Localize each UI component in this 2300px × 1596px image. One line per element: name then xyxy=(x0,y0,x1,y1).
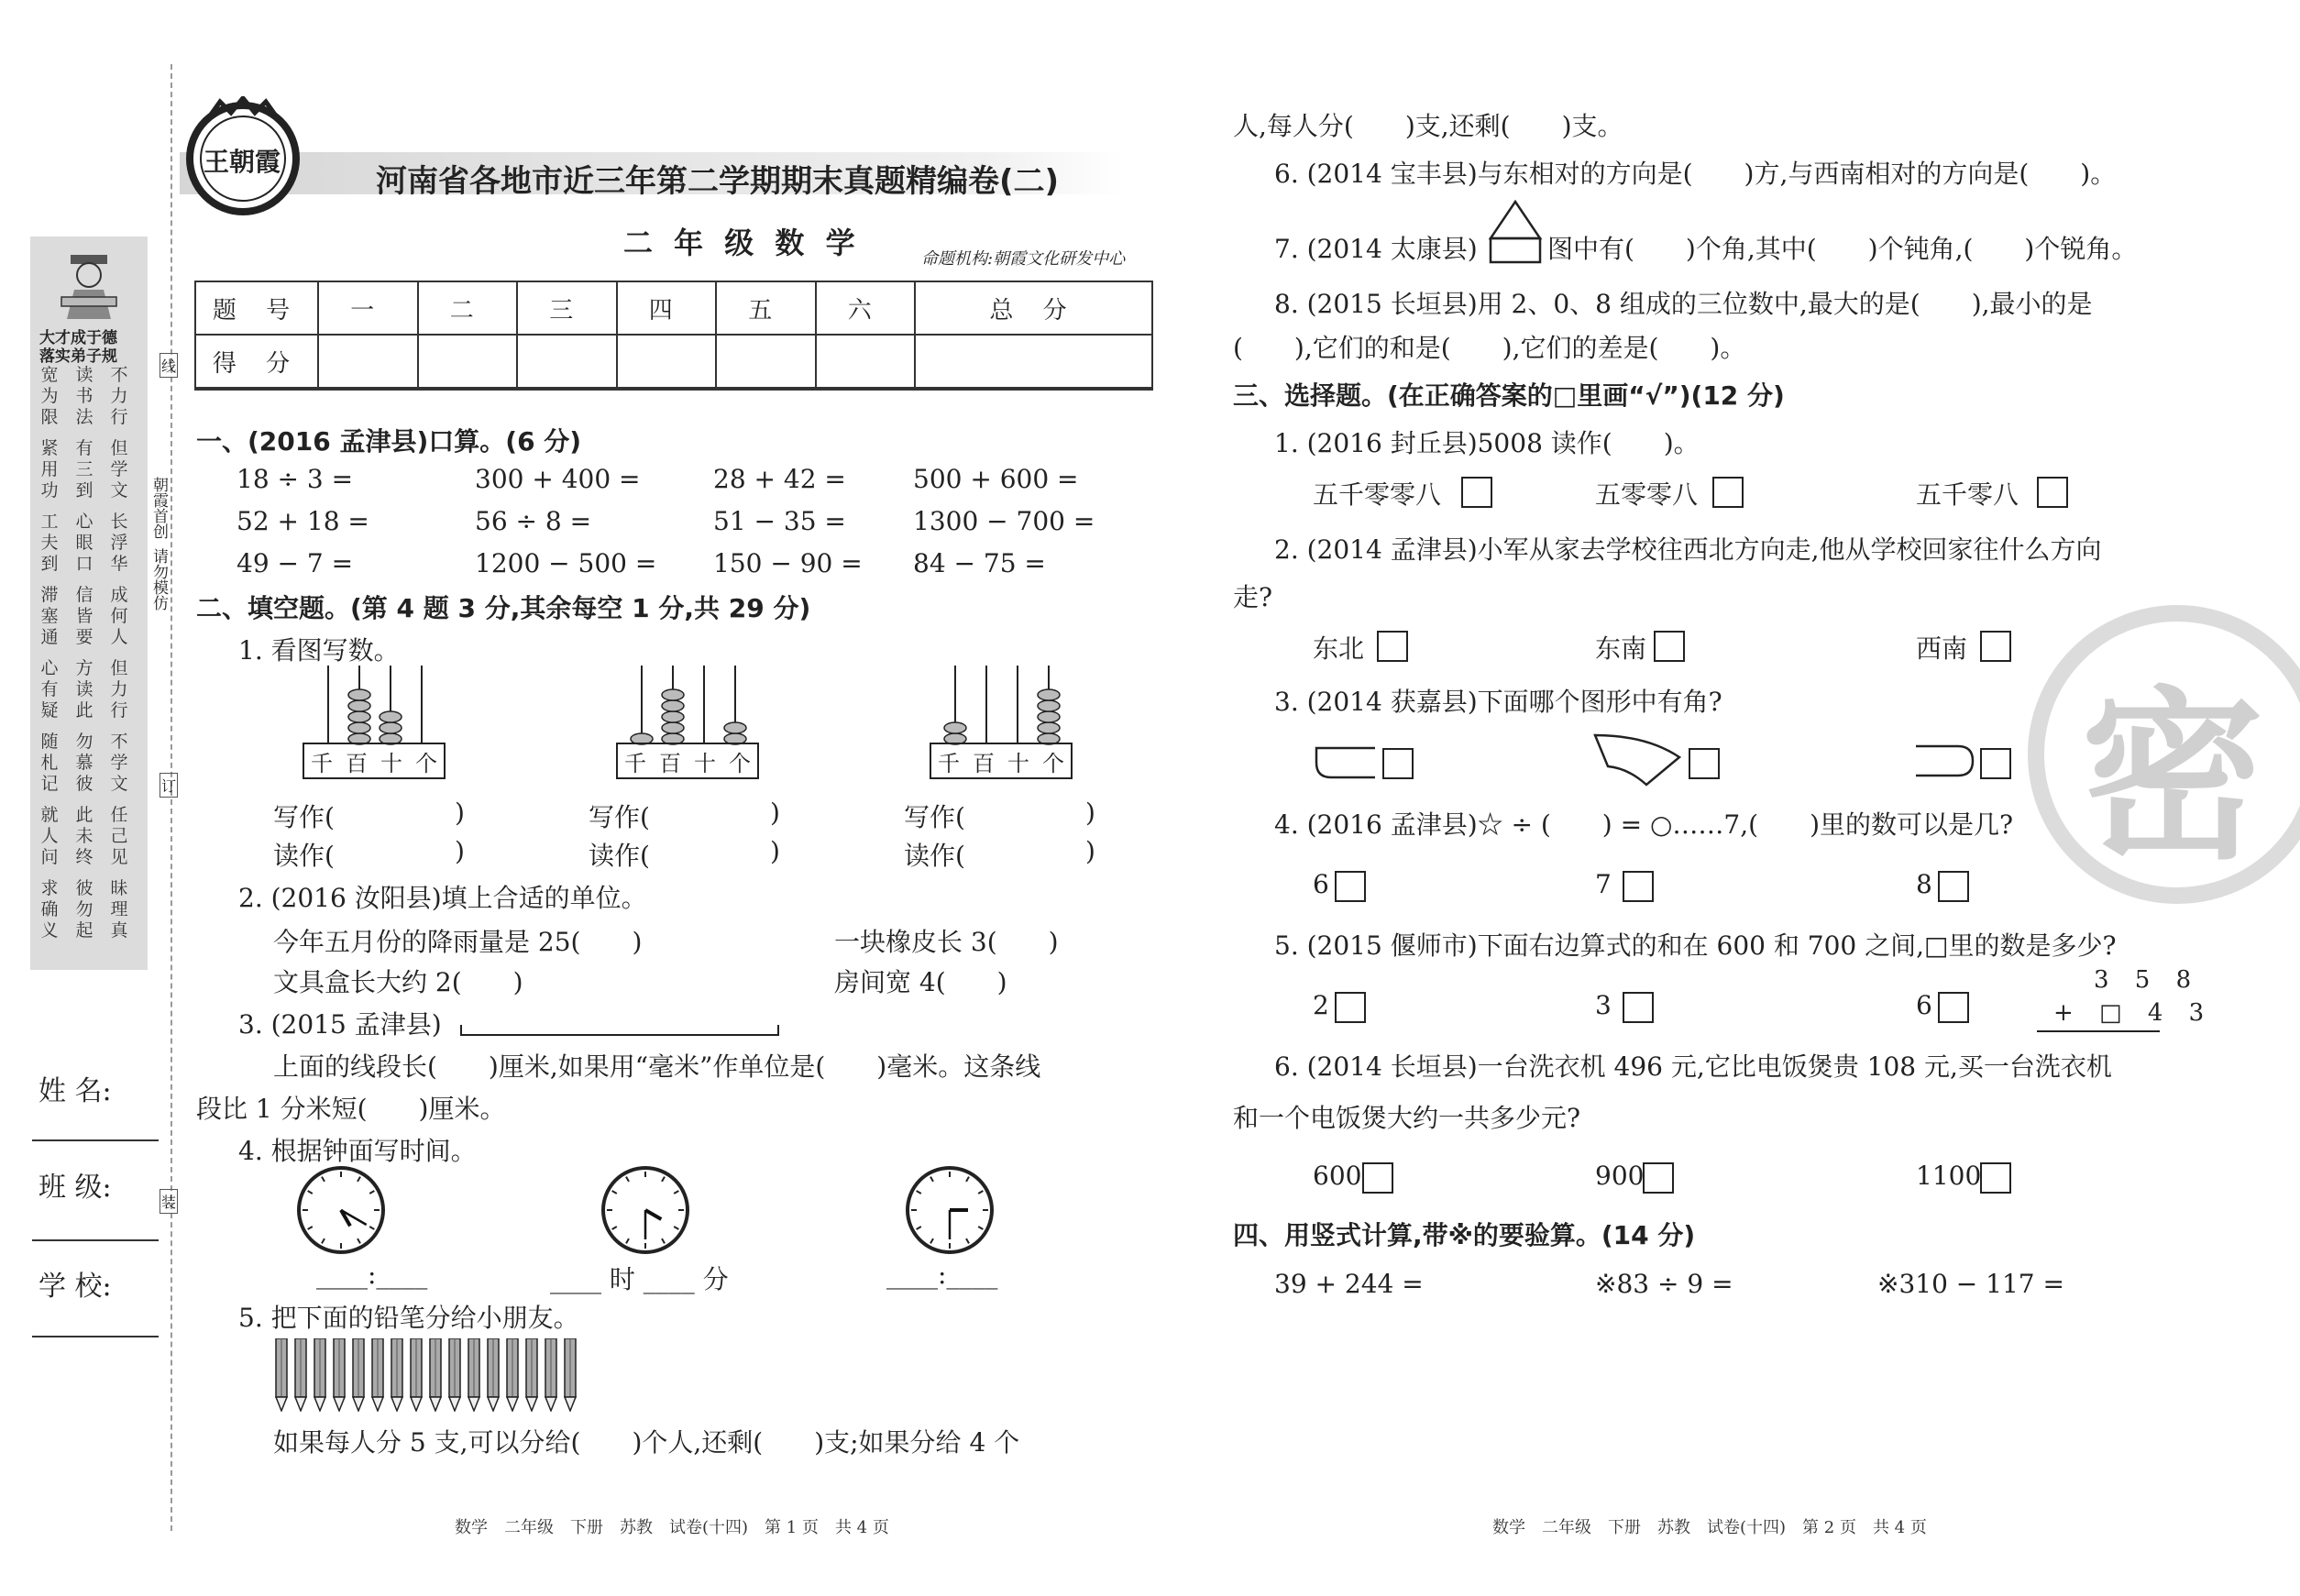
seal-text: 密 xyxy=(2081,669,2265,885)
motto-column: 就人问 xyxy=(40,805,59,867)
class-field[interactable] xyxy=(32,1239,159,1241)
motto-column: 信皆要 xyxy=(75,585,94,647)
c5-calc-bottom: + □ 4 3 xyxy=(2053,999,2214,1027)
q3-line2: 段比 1 分米短( )厘米。 xyxy=(196,1094,506,1124)
abacus-bead xyxy=(944,722,966,733)
pencil-group xyxy=(275,1338,587,1430)
calc-3: ※310 − 117 = xyxy=(1877,1269,2064,1299)
score-row-label: 得 分 xyxy=(195,335,318,388)
score-table xyxy=(194,281,1153,389)
c1-option-label: 五零零八 xyxy=(1595,479,1699,510)
oral-calc-item: 56 ÷ 8 = xyxy=(475,506,592,536)
c2-text-a: 2. (2014 孟津县)小军从家去学校往西北方向走,他从学校回家往什么方向 xyxy=(1274,534,2102,565)
score-cell[interactable] xyxy=(318,335,418,388)
abacus-place-label: 百 xyxy=(659,750,681,776)
c5-calc-top: 3 5 8 xyxy=(2094,966,2201,994)
c1-text: 1. (2016 封丘县)5008 读作( )。 xyxy=(1274,428,1700,458)
name-field[interactable] xyxy=(32,1139,159,1141)
abacus-bead xyxy=(1038,722,1060,733)
score-cell[interactable] xyxy=(816,335,916,388)
c5-calc-rule xyxy=(2037,1030,2160,1032)
score-header-cell: 三 xyxy=(517,281,617,335)
oral-calc-item: 500 + 600 = xyxy=(913,464,1079,494)
option-checkbox[interactable] xyxy=(1362,1162,1393,1194)
motto-column: 紧用功 xyxy=(40,438,59,501)
c1-option-label: 五千零零八 xyxy=(1313,479,1442,510)
main-title: 河南省各地市近三年第二学期期末真题精编卷(二) xyxy=(376,163,1060,200)
pencil-icon xyxy=(314,1338,326,1412)
pencil-icon xyxy=(468,1338,480,1412)
c5-option-label: 2 xyxy=(1313,990,1329,1020)
q5-continuation: 人,每人分( )支,还剩( )支。 xyxy=(1233,111,1623,141)
oral-calc-item: 300 + 400 = xyxy=(475,464,641,494)
c4-option-label: 6 xyxy=(1313,869,1329,899)
abacus xyxy=(930,662,1073,781)
abacus-place-label: 十 xyxy=(380,750,402,776)
binding-mark-2: 订 xyxy=(160,773,178,798)
section2-title: 二、填空题。(第 4 题 3 分,其余每空 1 分,共 29 分) xyxy=(196,593,811,623)
score-header-cell: 六 xyxy=(816,281,916,335)
abacus-place-label: 个 xyxy=(415,750,437,776)
footer-right: 数学 二年级 下册 苏教 试卷(十四) 第 2 页 共 4 页 xyxy=(1492,1518,1927,1537)
abacus-place-label: 十 xyxy=(1007,750,1029,776)
pencil-shape xyxy=(314,1338,326,1412)
abacus-bead xyxy=(348,722,370,733)
sidebar-panel xyxy=(30,237,148,970)
write-label: 写作( xyxy=(273,802,335,832)
q3-line1: 上面的线段长( )厘米,如果用“毫米”作单位是( )毫米。这条线 xyxy=(273,1051,1041,1082)
school-label: 学 校: xyxy=(39,1271,112,1303)
pencil-shape xyxy=(294,1338,307,1412)
write-paren-close: ) xyxy=(455,798,465,828)
c5-option-label: 6 xyxy=(1916,990,1932,1020)
vertical-note-1: 朝霞首创 xyxy=(149,477,168,539)
abacus-bead xyxy=(662,722,684,733)
pencil-icon xyxy=(448,1338,461,1412)
c1-option-label: 五千零八 xyxy=(1916,479,2019,510)
abacus-place-label: 千 xyxy=(624,750,646,776)
q7-text-b: 图中有( )个角,其中( )个钝角,( )个锐角。 xyxy=(1547,234,2138,264)
pencil-icon xyxy=(333,1338,346,1412)
pencil-icon xyxy=(275,1338,288,1412)
pencil-shape xyxy=(371,1338,384,1412)
pencil-icon xyxy=(294,1338,307,1412)
score-header-cell: 一 xyxy=(318,281,418,335)
score-cell[interactable] xyxy=(915,335,1152,388)
option-checkbox[interactable] xyxy=(1938,992,1969,1023)
motto-column: 有三到 xyxy=(75,438,94,501)
q2-item-1: 今年五月份的降雨量是 25( ) xyxy=(273,927,643,957)
q1-text: 1. 看图写数。 xyxy=(238,635,400,666)
motto-column: 此未终 xyxy=(75,805,94,867)
q2-item-4: 房间宽 4( ) xyxy=(834,967,1007,997)
class-label: 班 级: xyxy=(39,1172,112,1204)
c6-option-label: 600 xyxy=(1313,1161,1362,1191)
abacus-place-label: 百 xyxy=(346,750,368,776)
clock-face xyxy=(600,1164,691,1256)
section4-title: 四、用竖式计算,带※的要验算。(14 分) xyxy=(1233,1220,1696,1250)
abacus-rods xyxy=(930,662,1073,748)
read-label: 读作( xyxy=(589,841,650,871)
oral-calc-item: 1200 − 500 = xyxy=(475,548,657,578)
score-row xyxy=(195,335,1152,388)
pencil-shape xyxy=(352,1338,365,1412)
margin-dashed-line xyxy=(171,64,172,1531)
pencil-icon xyxy=(506,1338,519,1412)
score-cell[interactable] xyxy=(418,335,518,388)
abacus-bead xyxy=(1038,700,1060,711)
c6-text-b: 和一个电饭煲大约一共多少元? xyxy=(1233,1103,1581,1133)
oral-calc-item: 49 − 7 = xyxy=(237,548,354,578)
c2-text-b: 走? xyxy=(1233,582,1273,612)
oral-calc-item: 18 ÷ 3 = xyxy=(237,464,354,494)
q5-text: 5. 把下面的铅笔分给小朋友。 xyxy=(238,1303,579,1333)
c2-option-label: 西南 xyxy=(1916,633,1968,664)
pencil-shape xyxy=(468,1338,480,1412)
abacus-bead xyxy=(724,722,746,733)
pencil-shape xyxy=(391,1338,403,1412)
abacus-bead xyxy=(662,689,684,700)
house-shape-icon xyxy=(1487,198,1544,266)
section3-title: 三、选择题。(在正确答案的□里画“√”)(12 分) xyxy=(1233,380,1785,411)
pencil-shape xyxy=(333,1338,346,1412)
shape-option-3 xyxy=(1912,743,1976,783)
motto-column: 不学文 xyxy=(110,732,128,794)
pencil-icon xyxy=(487,1338,500,1412)
section1-title: 一、(2016 孟津县)口算。(6 分) xyxy=(196,426,582,457)
oral-calc-item: 51 − 35 = xyxy=(713,506,846,536)
abacus-bead xyxy=(380,722,402,733)
pencil-shape xyxy=(525,1338,538,1412)
pencil-shape xyxy=(275,1338,288,1412)
write-label: 写作( xyxy=(589,802,650,832)
score-cell[interactable] xyxy=(716,335,816,388)
abacus-rods xyxy=(616,662,759,748)
abacus-base xyxy=(303,743,446,779)
c6-text-a: 6. (2014 长垣县)一台洗衣机 496 元,它比电饭煲贵 108 元,买一台洗衣机 xyxy=(1274,1051,2112,1082)
option-checkbox[interactable] xyxy=(1712,477,1744,508)
score-header-cell: 二 xyxy=(418,281,518,335)
motto-column: 不力行 xyxy=(110,365,128,427)
pencil-shape xyxy=(429,1338,442,1412)
shape-option-2 xyxy=(1591,732,1683,790)
score-header-row xyxy=(195,281,1152,335)
read-label: 读作( xyxy=(904,841,965,871)
pencil-icon xyxy=(545,1338,557,1412)
shape-option-3-checkbox[interactable] xyxy=(1980,748,2011,779)
motto-column: 心眼口 xyxy=(75,512,94,574)
q2-item-3: 文具盒长大约 2( ) xyxy=(273,967,523,997)
read-paren-close: ) xyxy=(1085,836,1095,866)
abacus-place-label: 千 xyxy=(938,750,960,776)
subtitle: 二 年 级 数 学 xyxy=(623,226,861,260)
option-checkbox[interactable] xyxy=(1461,477,1492,508)
c3-text: 3. (2014 获嘉县)下面哪个图形中有角? xyxy=(1274,687,1722,717)
divider xyxy=(194,389,1153,391)
write-paren-close: ) xyxy=(1085,798,1095,828)
c4-option-label: 7 xyxy=(1595,869,1612,899)
pencil-shape xyxy=(410,1338,423,1412)
abacus-bead xyxy=(1038,689,1060,700)
q2-text: 2. (2016 汝阳县)填上合适的单位。 xyxy=(238,883,647,913)
pencil-icon xyxy=(410,1338,423,1412)
q2-item-2: 一块橡皮长 3( ) xyxy=(834,927,1059,957)
pencil-icon xyxy=(525,1338,538,1412)
pencil-icon xyxy=(391,1338,403,1412)
footer-left: 数学 二年级 下册 苏教 试卷(十四) 第 1 页 共 4 页 xyxy=(455,1518,889,1537)
c6-option-label: 1100 xyxy=(1916,1161,1982,1191)
pencil-shape xyxy=(564,1338,577,1412)
option-checkbox[interactable] xyxy=(1623,992,1654,1023)
motto-column: 昧理真 xyxy=(110,878,128,941)
motto-column: 读书法 xyxy=(75,365,94,427)
c4-text: 4. (2016 孟津县)☆ ÷ ( ) = ○……7,( )里的数可以是几? xyxy=(1274,809,2013,840)
calc-1: 39 + 244 = xyxy=(1274,1269,1424,1299)
q8-text-a: 8. (2015 长垣县)用 2、0、8 组成的三位数中,最大的是( ),最小的是 xyxy=(1274,289,2093,319)
abacus-bead xyxy=(1038,711,1060,722)
score-header-cell: 总 分 xyxy=(915,281,1152,335)
c2-option-label: 东北 xyxy=(1313,633,1365,664)
binding-mark-3: 装 xyxy=(160,1189,178,1214)
motto-column: 心有疑 xyxy=(40,658,59,721)
score-header-cell: 题 号 xyxy=(195,281,318,335)
motto-column: 工夫到 xyxy=(40,512,59,574)
option-checkbox[interactable] xyxy=(1377,631,1408,662)
motto-column: 彼勿起 xyxy=(75,878,94,941)
option-checkbox[interactable] xyxy=(1623,871,1654,902)
name-label: 姓 名: xyxy=(39,1075,112,1107)
option-checkbox[interactable] xyxy=(1335,871,1366,902)
abacus-bead xyxy=(348,700,370,711)
abacus xyxy=(303,662,446,781)
pencil-icon xyxy=(564,1338,577,1412)
time-answer-3[interactable]: ____:____ xyxy=(886,1260,998,1290)
motto-column: 宽为限 xyxy=(40,365,59,427)
c5-text: 5. (2015 偃师市)下面右边算式的和在 600 和 700 之间,□里的数是多少? xyxy=(1274,930,2117,961)
pencil-icon xyxy=(429,1338,442,1412)
abacus-bead xyxy=(348,689,370,700)
read-paren-close: ) xyxy=(455,836,465,866)
logo xyxy=(183,96,303,215)
abacus-bead xyxy=(380,711,402,722)
line-segment xyxy=(460,1025,779,1036)
motto-column: 方读此 xyxy=(75,658,94,721)
slogan-2: 落实弟子规 xyxy=(39,347,117,366)
oral-calc-item: 1300 − 700 = xyxy=(913,506,1095,536)
c5-option-label: 3 xyxy=(1595,990,1612,1020)
option-checkbox[interactable] xyxy=(1335,992,1366,1023)
logo-text: 王朝霞 xyxy=(204,147,281,177)
shape-option-2-checkbox[interactable] xyxy=(1689,748,1720,779)
score-header-cell: 五 xyxy=(716,281,816,335)
confidential-seal xyxy=(2028,605,2300,904)
abacus-base xyxy=(930,743,1073,779)
option-checkbox[interactable] xyxy=(1643,1162,1674,1194)
pencil-icon xyxy=(371,1338,384,1412)
abacus-bead xyxy=(348,711,370,722)
time-answer-1[interactable]: ____:____ xyxy=(316,1260,428,1290)
score-header-cell: 四 xyxy=(617,281,717,335)
oral-calc-item: 28 + 42 = xyxy=(713,464,846,494)
q6-text: 6. (2014 宝丰县)与东相对的方向是( )方,与西南相对的方向是( )。 xyxy=(1274,159,2117,189)
c6-option-label: 900 xyxy=(1595,1161,1645,1191)
q5-line: 如果每人分 5 支,可以分给( )个人,还剩( )支;如果分给 4 个 xyxy=(273,1427,1020,1458)
q3-text: 3. (2015 孟津县) xyxy=(238,1009,442,1040)
q4-text: 4. 根据钟面写时间。 xyxy=(238,1136,477,1166)
motto-column: 勿慕彼 xyxy=(75,732,94,794)
shape-option-1-checkbox[interactable] xyxy=(1382,748,1414,779)
score-cell[interactable] xyxy=(617,335,717,388)
binding-mark-1: 线 xyxy=(160,353,178,378)
slogan-1: 大才成于德 xyxy=(39,329,117,347)
motto-column: 滞塞通 xyxy=(40,585,59,647)
pencil-shape xyxy=(487,1338,500,1412)
motto-column: 求确义 xyxy=(40,878,59,941)
clock-face xyxy=(904,1164,996,1256)
abacus-bead xyxy=(662,700,684,711)
c2-option-label: 东南 xyxy=(1595,633,1647,664)
time-answer-2[interactable]: ____ 时 ____ 分 xyxy=(550,1264,729,1294)
abacus-place-label: 个 xyxy=(1042,750,1064,776)
clock-face xyxy=(295,1164,387,1256)
c4-option-label: 8 xyxy=(1916,869,1932,899)
abacus-place-label: 千 xyxy=(311,750,333,776)
motto-column: 但学文 xyxy=(110,438,128,501)
score-cell[interactable] xyxy=(517,335,617,388)
shape-option-1 xyxy=(1309,744,1377,785)
motto-column: 任己见 xyxy=(110,805,128,867)
write-label: 写作( xyxy=(904,802,965,832)
q7-text-a: 7. (2014 太康县) xyxy=(1274,234,1478,264)
pencil-shape xyxy=(506,1338,519,1412)
oral-calc-item: 150 − 90 = xyxy=(713,548,863,578)
oral-calc-item: 84 − 75 = xyxy=(913,548,1046,578)
calc-2: ※83 ÷ 9 = xyxy=(1595,1269,1733,1299)
org-label: 命题机构:朝霞文化研发中心 xyxy=(921,249,1126,269)
option-checkbox[interactable] xyxy=(1654,631,1685,662)
abacus-bead xyxy=(662,711,684,722)
abacus xyxy=(616,662,759,781)
abacus-rods xyxy=(303,662,446,748)
pencil-icon xyxy=(352,1338,365,1412)
write-paren-close: ) xyxy=(770,798,780,828)
pencil-shape xyxy=(448,1338,461,1412)
vertical-note-2: 请勿模仿 xyxy=(149,548,168,611)
read-paren-close: ) xyxy=(770,836,780,866)
abacus-base xyxy=(616,743,759,779)
motto-column: 长浮华 xyxy=(110,512,128,574)
read-label: 读作( xyxy=(273,841,335,871)
option-checkbox[interactable] xyxy=(2037,477,2068,508)
option-checkbox[interactable] xyxy=(1938,871,1969,902)
motto-column: 但力行 xyxy=(110,658,128,721)
abacus-place-label: 十 xyxy=(694,750,716,776)
scholar-figure-icon xyxy=(58,248,120,321)
motto-column: 成何人 xyxy=(110,585,128,647)
abacus-place-label: 百 xyxy=(973,750,995,776)
oral-calc-item: 52 + 18 = xyxy=(237,506,369,536)
abacus-place-label: 个 xyxy=(729,750,751,776)
option-checkbox[interactable] xyxy=(1980,631,2011,662)
q8-text-b: ( ),它们的和是( ),它们的差是( )。 xyxy=(1233,333,1746,363)
school-field[interactable] xyxy=(32,1336,159,1337)
motto-column: 随札记 xyxy=(40,732,59,794)
option-checkbox[interactable] xyxy=(1980,1162,2011,1194)
pencil-shape xyxy=(545,1338,557,1412)
vertical-note xyxy=(149,477,169,611)
